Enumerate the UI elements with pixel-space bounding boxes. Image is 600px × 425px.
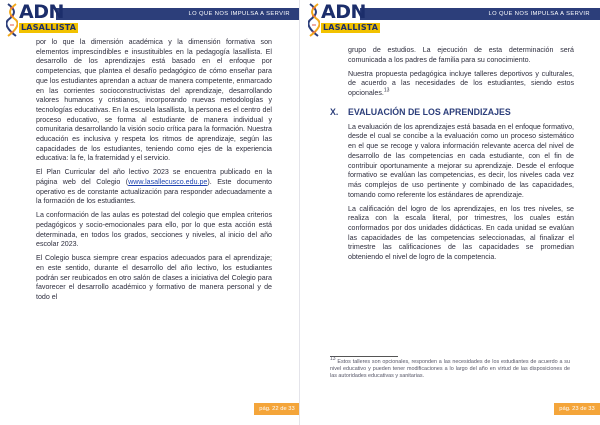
adn-lasallista-logo <box>308 3 380 37</box>
section-number: X. <box>330 106 339 117</box>
plan-curricular-paragraph <box>36 168 272 207</box>
section-body <box>348 123 574 263</box>
section-heading <box>330 107 574 118</box>
footnote <box>330 356 570 380</box>
page-number-badge <box>554 403 600 415</box>
footnote-reference[interactable]: 13 <box>383 87 390 94</box>
left-page-body <box>36 38 272 307</box>
body-paragraph: La conformación de las aulas es potestad del colegio que emplea criterios pedagógicos y socio-emocionales para ello, por lo que esta acción está determinada, en todos los grados, secciones y niveles, al inicio del año escolar 2023. <box>36 211 272 249</box>
section-title: EVALUACIÓN DE LOS APRENDIZAJES <box>348 106 511 117</box>
logo-title: ADN <box>19 1 64 23</box>
school-website-link[interactable]: www.lasallecusco.edu.pe <box>128 178 208 187</box>
logo-subtitle: LASALLISTA <box>21 23 77 32</box>
page-number-badge <box>254 403 300 415</box>
dna-helix-icon <box>6 3 18 37</box>
header-banner-text: LO QUE NOS IMPULSA A SERVIR <box>488 11 590 17</box>
header-banner <box>360 8 600 20</box>
header-banner-text: LO QUE NOS IMPULSA A SERVIR <box>188 11 290 17</box>
logo-title: ADN <box>321 1 366 23</box>
header-banner <box>56 8 300 20</box>
body-paragraph: La evaluación de los aprendizajes está basada en el enfoque formativo, desde el cual se concibe a la evaluación como un proceso sistemático en el que se recoge y valora información relevante acerca del nivel de desarrollo de las competencias en cada estudiante, con el fin de contribuir oportunamente a mejorar su aprendizaje. Desde el enfoque formativo se evalúan las competencias, es decir, los niveles cada vez más complejos de uso pertinente y combinado de las capacidades, tomando como referente los estándares de aprendizaje. <box>348 122 574 199</box>
body-paragraph: por lo que la dimensión académica y la dimensión formativa son elementos imprescindibles e insustituibles en la pedagogía lasallista. El desarrollo de los aprendizajes está basado en el enfoque por competencias, que plantea el desafío pedagógico de cómo enseñar para que los estudiantes aprendan a actuar de manera competente, enmarcado en las corrientes socioconstructivistas del aprendizaje, desarrollando valores humanos y cristianos, incorporando nuevas metodologías y tecnologías educativas. En la escuela lasallista, la persona es el centro del proceso educativo, se forma al estudiante de manera individual y comunitaria desarrollando la visión socio crítica para la formación. Nuestra educación es inclusiva y respeta los ritmos de aprendizaje, según las capacidades de los estudiantes, teniendo como ejes de la experiencia educativa: la fe, la fraternidad y el servicio. <box>36 38 272 163</box>
workshops-paragraph <box>348 70 574 99</box>
footnote-divider <box>330 356 398 357</box>
adn-lasallista-logo <box>6 3 78 37</box>
dna-helix-icon <box>308 3 320 37</box>
right-page-body <box>330 46 574 267</box>
page-number: pág. 22 de 33 <box>259 406 295 412</box>
workshops-text: Nuestra propuesta pedagógica incluye talleres deportivos y culturales, de acuerdo a las necesidades de los estudiantes, siendo estos opcionales. <box>348 69 574 97</box>
body-paragraph: El Colegio busca siempre crear espacios adecuados para el aprendizaje; en este sentido, durante el desarrollo del año lectivo, los estudiantes podrán ser reubicados en otro salón de clases a iniciativa del Colegio para favorecer el desarrollo académico y formativo de manera personal y de todo el <box>36 254 272 302</box>
plan-text-end: ). Este documento operativo es de constante actualización para responder adecuadamente a la formación de los estudiantes. <box>36 178 272 206</box>
page-number: pág. 23 de 33 <box>559 406 595 412</box>
logo-subtitle: LASALLISTA <box>323 23 379 32</box>
footnote-mark: 13 <box>330 356 336 363</box>
footnote-text: Estos talleres son opcionales, responden a las necesidades de los estudiantes de acuerdo a su nivel educativo y pueden tener modificaciones a lo largo del año en virtud de las disposiciones de las autoridades educativas y sanitarias. <box>330 359 570 379</box>
plan-text-start: El Plan Curricular del año lectivo 2023 se encuentra publicado en la página web del Colegio ( <box>36 168 272 187</box>
body-paragraph: La calificación del logro de los aprendizajes, en los tres niveles, se realiza con la escala literal, por trimestres, los cuales están conformados por dos unidades didácticas. En cada unidad se evalúan las capacidades de las competencias seleccionadas, al finalizar el trimestre las calificaciones de las capacidades se promedian obteniendo el nivel de logro de la competencia. <box>348 204 574 262</box>
body-paragraph: grupo de estudios. La ejecución de esta determinación será comunicada a los padres de familia para su conocimiento. <box>348 46 574 64</box>
